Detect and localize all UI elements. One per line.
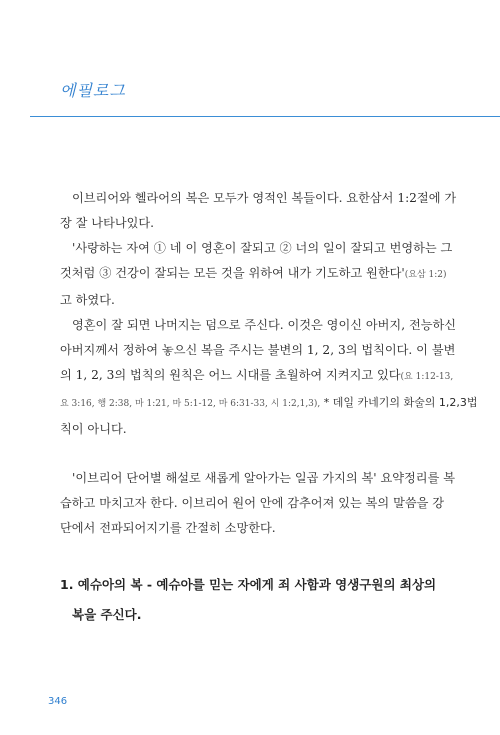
paragraph2-line3-text: 의 1, 2, 3의 법칙의 원칙은 어느 시대를 초월하여 지켜지고 있다 — [60, 368, 401, 382]
paragraph2-line3 — [60, 363, 454, 390]
paragraph1-line2: 장 잘 나타나있다. — [60, 216, 155, 230]
quote-line1: '사랑하는 자여 ① 네 이 영혼이 잘되고 ② 너의 일이 잘되고 번영하는 그 — [72, 241, 453, 255]
paragraph3-line3: 단에서 전파되어지기를 간절히 소망한다. — [60, 521, 276, 535]
paragraph-summary — [60, 466, 455, 541]
paragraph2-footnote: * 데일 카네기의 화술의 1,2,3법 — [320, 396, 478, 409]
page-heading: 에필로그 — [60, 81, 126, 100]
paragraph2-line2: 아버지께서 정하여 놓으신 복을 주시는 불변의 1, 2, 3의 법칙이다. 이 불변 — [60, 343, 456, 357]
paragraph2-reference-start: (요 1:12-13, — [400, 372, 454, 382]
heading-divider — [30, 116, 500, 117]
quote-reference: (요삼 1:2) — [404, 270, 447, 280]
quote-line2-text: 것처럼 ③ 건강이 잘되는 모든 것을 위하여 내가 기도하고 원한다' — [60, 266, 405, 280]
paragraph-main — [60, 186, 478, 442]
list-item-1-line1: 1. 예슈아의 복 - 예슈아를 믿는 자에게 죄 사함과 영생구원의 최상의 — [60, 577, 437, 592]
list-item-1-line2: 복을 주신다. — [72, 607, 142, 622]
paragraph3-line1: '이브리어 단어별 해설로 새롭게 알아가는 일곱 가지의 복' 요약정리를 복 — [72, 471, 455, 485]
quote-line3: 고 하였다. — [60, 293, 115, 307]
paragraph2-reference-end: 요 3:16, 행 2:38, 마 1:21, 마 5:1-12, 마 6:31-33, 시 1:2,1,3), — [60, 399, 321, 409]
paragraph2-line5: 칙이 아니다. — [60, 422, 127, 436]
paragraph1-line1: 이브리어와 헬라어의 복은 모두가 영적인 복들이다. 요한삼서 1:2절에 가 — [72, 191, 457, 205]
paragraph3-line2: 습하고 마치고자 한다. 이브리어 원어 안에 감추어져 있는 복의 말씀을 강 — [60, 496, 445, 510]
paragraph2-line1: 영혼이 잘 되면 나머지는 덤으로 주신다. 이것은 영이신 아버지, 전능하신 — [72, 318, 457, 332]
page-number: 346 — [48, 696, 68, 707]
quote-line2 — [60, 261, 445, 288]
paragraph2-line4 — [60, 390, 478, 417]
list-item-1 — [60, 570, 445, 630]
